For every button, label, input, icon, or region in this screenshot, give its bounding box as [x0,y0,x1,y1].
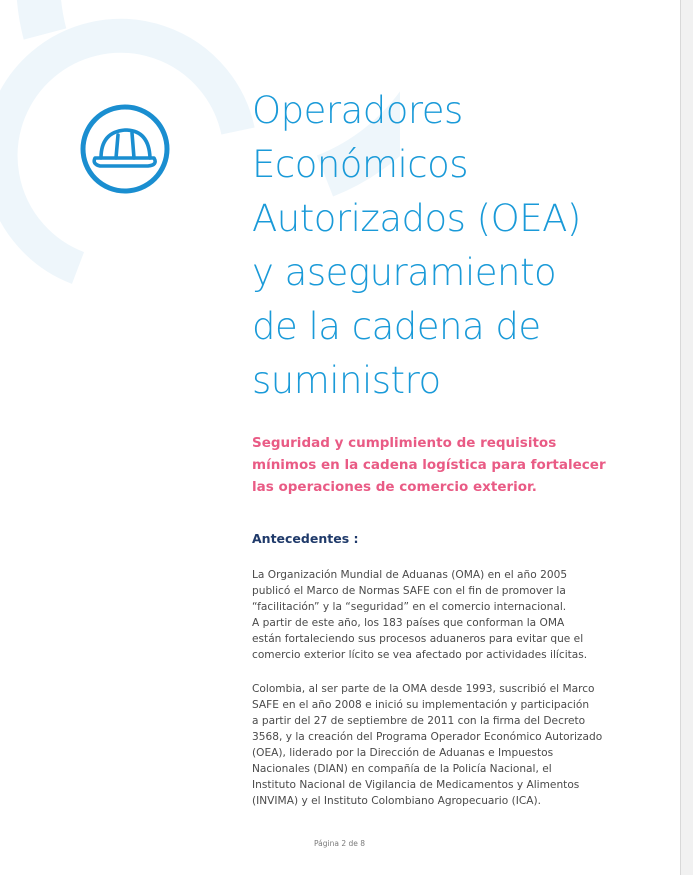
paragraph-line: publicó el Marco de Normas SAFE con el fin de promover la [252,585,566,597]
subtitle-line: mínimos en la cadena logística para fortalecer [252,457,606,473]
paragraph-line: Instituto Nacional de Vigilancia de Medicamentos y Alimentos [252,779,580,791]
section-heading: Antecedentes : [252,531,359,546]
title-line: Operadores [252,89,463,132]
title-line: y aseguramiento [252,251,557,294]
paragraph-line: “facilitación” y la “seguridad” en el comercio internacional. [252,601,567,613]
paragraph-line: están fortaleciendo sus procesos aduaneros para evitar que el [252,633,584,645]
title-line: Económicos [252,143,469,186]
paragraph-line: a partir del 27 de septiembre de 2011 con la firma del Decreto [252,715,586,727]
document-subtitle [252,432,612,498]
paragraph-line: comercio exterior lícito se vea afectado por actividades ilícitas. [252,649,588,661]
subtitle-line: Seguridad y cumplimiento de requisitos [252,435,557,451]
document-title [252,84,672,408]
paragraph-line: (INVIMA) y el Instituto Colombiano Agropecuario (ICA). [252,795,541,807]
paragraph-line: A partir de este año, los 183 países que conforman la OMA [252,617,565,629]
paragraph-line: (OEA), liderado por la Dirección de Aduanas e Impuestos [252,747,554,759]
paragraph-line: 3568, y la creación del Programa Operador Económico Autorizado [252,731,603,743]
title-line: Autorizados (OEA) [252,197,581,240]
subtitle-line: las operaciones de comercio exterior. [252,479,537,495]
hard-hat-icon [78,102,172,196]
page-number: Página 2 de 8 [314,839,366,848]
paragraph-line: SAFE en el año 2008 e inició su implementación y participación [252,699,590,711]
page-edge-divider [680,0,681,875]
title-line: suministro [252,359,441,402]
paragraph-line: Colombia, al ser parte de la OMA desde 1993, suscribió el Marco [252,683,595,695]
paragraph-line: Nacionales (DIAN) en compañía de la Policía Nacional, el [252,763,552,775]
body-paragraph-1 [252,567,632,663]
title-line: de la cadena de [252,305,541,348]
paragraph-line: La Organización Mundial de Aduanas (OMA) en el año 2005 [252,569,568,581]
body-paragraph-2 [252,681,632,809]
